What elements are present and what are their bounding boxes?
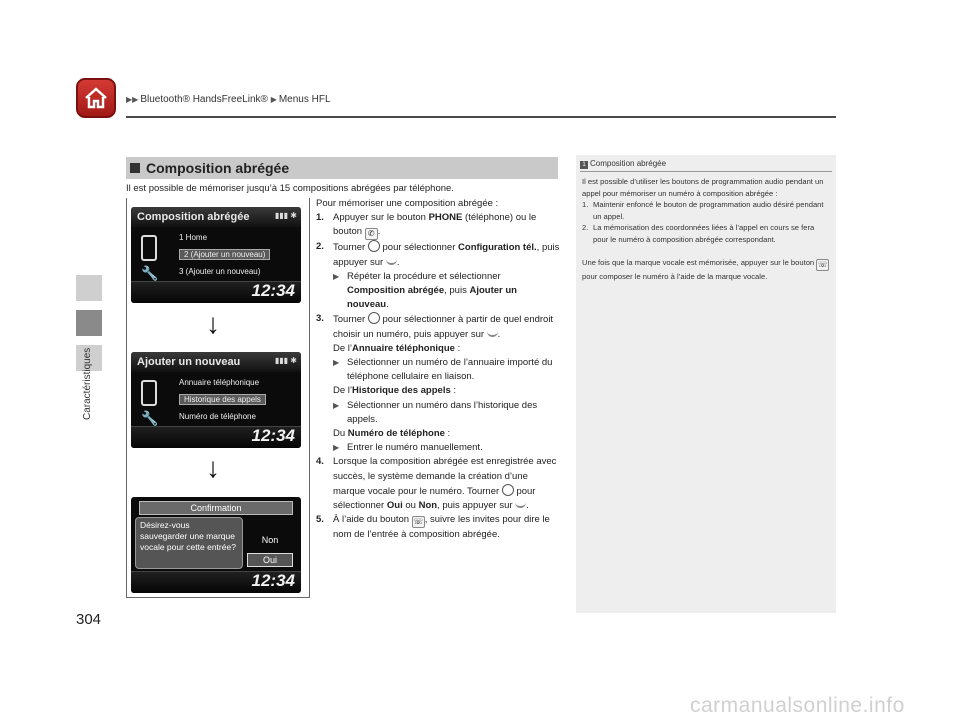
- talk-button-icon: ☏: [413, 517, 424, 527]
- step-2-sub: ▶ Répéter la procédure et sélectionner Composition abrégée, puis Ajouter un nouveau.: [333, 270, 517, 311]
- wrench-icon: 🔧: [141, 265, 159, 281]
- selector-knob-icon: [502, 484, 514, 496]
- home-button[interactable]: [76, 78, 116, 118]
- clock: 12:34: [251, 281, 295, 300]
- menu-item[interactable]: 3 (Ajouter un nouveau): [179, 267, 261, 276]
- section-square-icon: [130, 163, 140, 173]
- breadcrumb-item[interactable]: Bluetooth® HandsFreeLink®: [140, 94, 268, 105]
- screen-confirmation: [131, 497, 301, 593]
- breadcrumb-item[interactable]: Menus HFL: [278, 94, 331, 105]
- menu-item-selected[interactable]: 2 (Ajouter un nouveau): [179, 249, 270, 260]
- dialog-question: Désirez-vous sauvegarder une marque vocale pour cette entrée?: [135, 517, 243, 569]
- home-icon: [83, 86, 109, 110]
- down-arrow-icon: ↓: [206, 308, 220, 339]
- section-intro: Il est possible de mémoriser jusqu’à 15 compositions abrégées par téléphone.: [126, 183, 454, 194]
- menu-item[interactable]: 1 Home: [179, 233, 208, 242]
- press-icon: [487, 329, 498, 337]
- side-tab-active: [76, 310, 102, 336]
- breadcrumb: ▶▶ Bluetooth® HandsFreeLink® ▶ Menus HFL: [126, 94, 331, 105]
- clock: 12:34: [251, 426, 295, 445]
- screen-speed-dial: [131, 207, 301, 303]
- note-badge-icon: 1: [580, 161, 588, 169]
- clock: 12:34: [251, 571, 295, 590]
- phone-icon: [141, 380, 157, 406]
- dialog-title: Confirmation: [139, 501, 293, 515]
- note-list-item: 1. Maintenir enfoncé le bouton de programmation audio désiré pendant un appel.: [582, 200, 824, 221]
- selector-knob-icon: [368, 312, 380, 324]
- note-list-item: 2. La mémorisation des coordonnées liées à l’appel en cours se fera pour le numéro à composition abrégée correspondant.: [582, 223, 815, 244]
- section-title: Composition abrégée: [126, 157, 558, 179]
- source-call-history: De l’Historique des appels :: [333, 385, 457, 397]
- selector-knob-icon: [368, 240, 380, 252]
- source-phonebook: De l’Annuaire téléphonique :: [333, 342, 461, 354]
- screen-title: Ajouter un nouveau: [131, 352, 301, 372]
- screen-add-new: [131, 352, 301, 448]
- side-tab: [76, 275, 102, 301]
- header-rule: [126, 116, 836, 118]
- signal-bluetooth-icon: ▮▮▮ ✱: [274, 211, 297, 220]
- note-body: Il est possible d’utiliser les boutons de programmation audio pendant un appel pour mémoriser un numéro à composition abrégée : 1. Maintenir enfoncé le bouton de programmation audio désiré pendant un appel. 2. La mémorisation des coordonnées liées à l’appel en cours se fera pour le numéro à composition abrégée correspondant. Une fois que la marque vocale est mémorisée, appuyer sur le bouton ☏ pour composer le numéro à l’aide de la marque vocale.: [582, 176, 830, 282]
- step-3: 3. Tourner pour sélectionner à partir de quel endroit choisir un numéro, puis appuyer sur .: [316, 313, 554, 340]
- note-title: 1 Composition abrégée: [580, 159, 666, 169]
- phone-button-icon: ✆: [365, 228, 378, 240]
- source-phone-number: Du Numéro de téléphone :: [333, 428, 451, 440]
- note-paragraph: Une fois que la marque vocale est mémorisée, appuyer sur le bouton ☏ pour composer le numéro à l’aide de la marque vocale.: [582, 257, 828, 281]
- press-icon: [386, 257, 397, 265]
- signal-bluetooth-icon: ▮▮▮ ✱: [274, 356, 297, 365]
- down-arrow-icon: ↓: [206, 452, 220, 483]
- screen-title: Composition abrégée: [131, 207, 301, 227]
- section-side-label: Caractéristiques: [82, 347, 93, 420]
- step-1: 1. Appuyer sur le bouton PHONE (téléphone) ou le bouton ✆ .: [316, 212, 537, 239]
- watermark: carmanualsonline.info: [690, 694, 905, 717]
- menu-item-selected[interactable]: Historique des appels: [179, 394, 266, 405]
- press-icon: [515, 500, 526, 508]
- step-5: 5. À l’aide du bouton ☏ , suivre les invites pour dire le nom de l’entrée à composition abrégée.: [316, 514, 550, 541]
- note-rule: [580, 171, 832, 172]
- page-number: 304: [76, 611, 102, 628]
- procedure-steps: Pour mémoriser une composition abrégée : 1. Appuyer sur le bouton PHONE (téléphone) ou le bouton ✆ . 2. Tourner pour sélectionner Configuration tél., puis appuyer sur . ▶ Répéter la procédure et sélectionner Composition abrégée, puis Ajouter un nouveau. 3. Tourner pour sélectionner à partir de quel endroit choisir un numéro, puis appuyer sur . De l’Annuaire téléphonique : ▶ Sélectionner un numéro de l’annuaire importé du téléphone cellulaire en liaison. De l’Historique des appels : ▶ Sélectionner un numéro dans l’historique des appels. Du Numéro de téléphone : ▶ Entrer le numéro manuellement. 4. Lorsque la composition abrégée est enregistrée avec succès, le système demande la création d’une marque vocale pour le numéro. Tourner pour sélectionner Oui ou Non, puis appuyer sur . 5. À l’aide du bouton ☏ , suivre les invites pour dire le nom de l’entrée à composition abrégée.: [316, 197, 560, 542]
- steps-intro: Pour mémoriser une composition abrégée :: [316, 198, 499, 209]
- yes-button[interactable]: Oui: [247, 553, 293, 567]
- no-button[interactable]: Non: [261, 535, 279, 545]
- step-2: 2. Tourner pour sélectionner Configuration tél., puis appuyer sur .: [316, 241, 560, 268]
- wrench-icon: 🔧: [141, 410, 159, 426]
- talk-button-icon: ☏: [817, 259, 828, 269]
- step-4: 4. Lorsque la composition abrégée est enregistrée avec succès, le système demande la création d’une marque vocale pour le numéro. Tourner pour sélectionner Oui ou Non, puis appuyer sur .: [316, 456, 557, 512]
- phone-icon: [141, 235, 157, 261]
- menu-item[interactable]: Numéro de téléphone: [179, 412, 256, 421]
- menu-item[interactable]: Annuaire téléphonique: [179, 378, 260, 387]
